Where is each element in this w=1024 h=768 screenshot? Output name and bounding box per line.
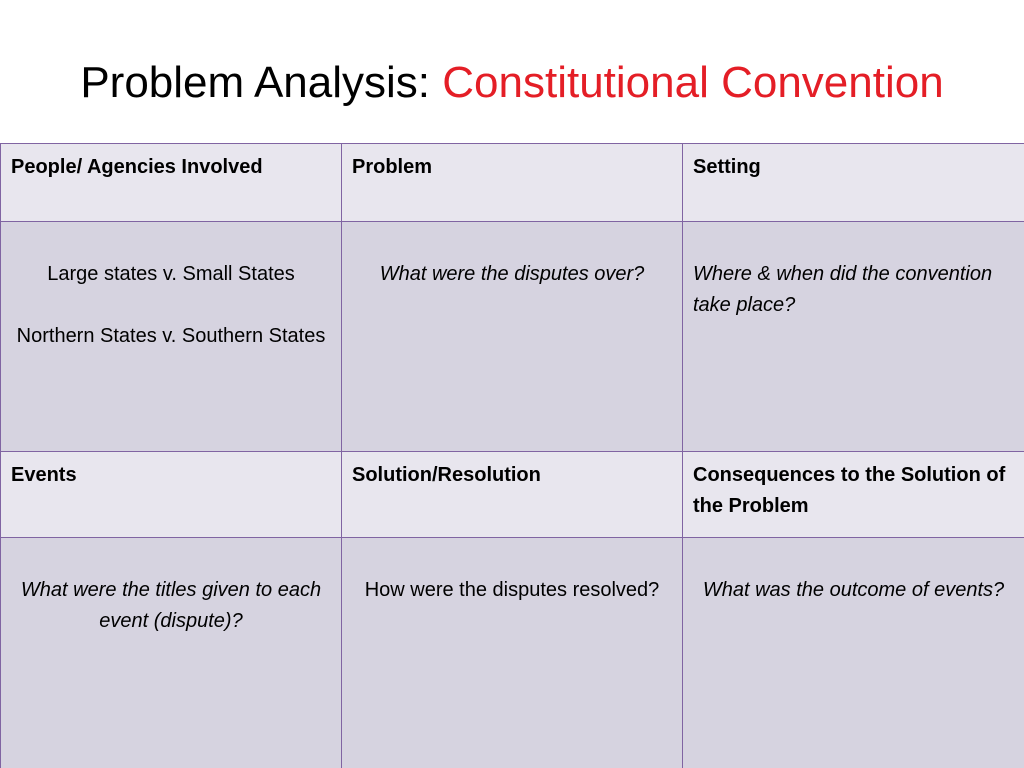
- people-line-large-small: Large states v. Small States: [47, 263, 295, 285]
- header-people-agencies: People/ Agencies Involved: [1, 144, 342, 222]
- table-row-body-2: [1, 538, 1024, 768]
- header-setting: Setting: [683, 144, 1024, 222]
- cell-people-agencies: [1, 222, 342, 452]
- table-row-header-2: [1, 452, 1024, 538]
- cell-setting: Where & when did the convention take place?: [683, 222, 1024, 452]
- cell-problem: What were the disputes over?: [342, 222, 683, 452]
- header-consequences: Consequences to the Solution of the Problem: [683, 452, 1024, 538]
- people-line-north-south: Northern States v. Southern States: [16, 325, 326, 347]
- table-row-body-1: [1, 222, 1024, 452]
- header-events: Events: [1, 452, 342, 538]
- slide-title: [0, 50, 1024, 116]
- cell-solution: How were the disputes resolved?: [342, 538, 683, 768]
- header-solution: Solution/Resolution: [342, 452, 683, 538]
- title-accent: Constitutional Convention: [442, 58, 944, 107]
- header-problem: Problem: [342, 144, 683, 222]
- cell-consequences: What was the outcome of events?: [683, 538, 1024, 768]
- problem-analysis-table: [0, 143, 1024, 768]
- table-row-header-1: [1, 144, 1024, 222]
- title-main: Problem Analysis:: [80, 58, 443, 107]
- cell-events: What were the titles given to each event (dispute)?: [1, 538, 342, 768]
